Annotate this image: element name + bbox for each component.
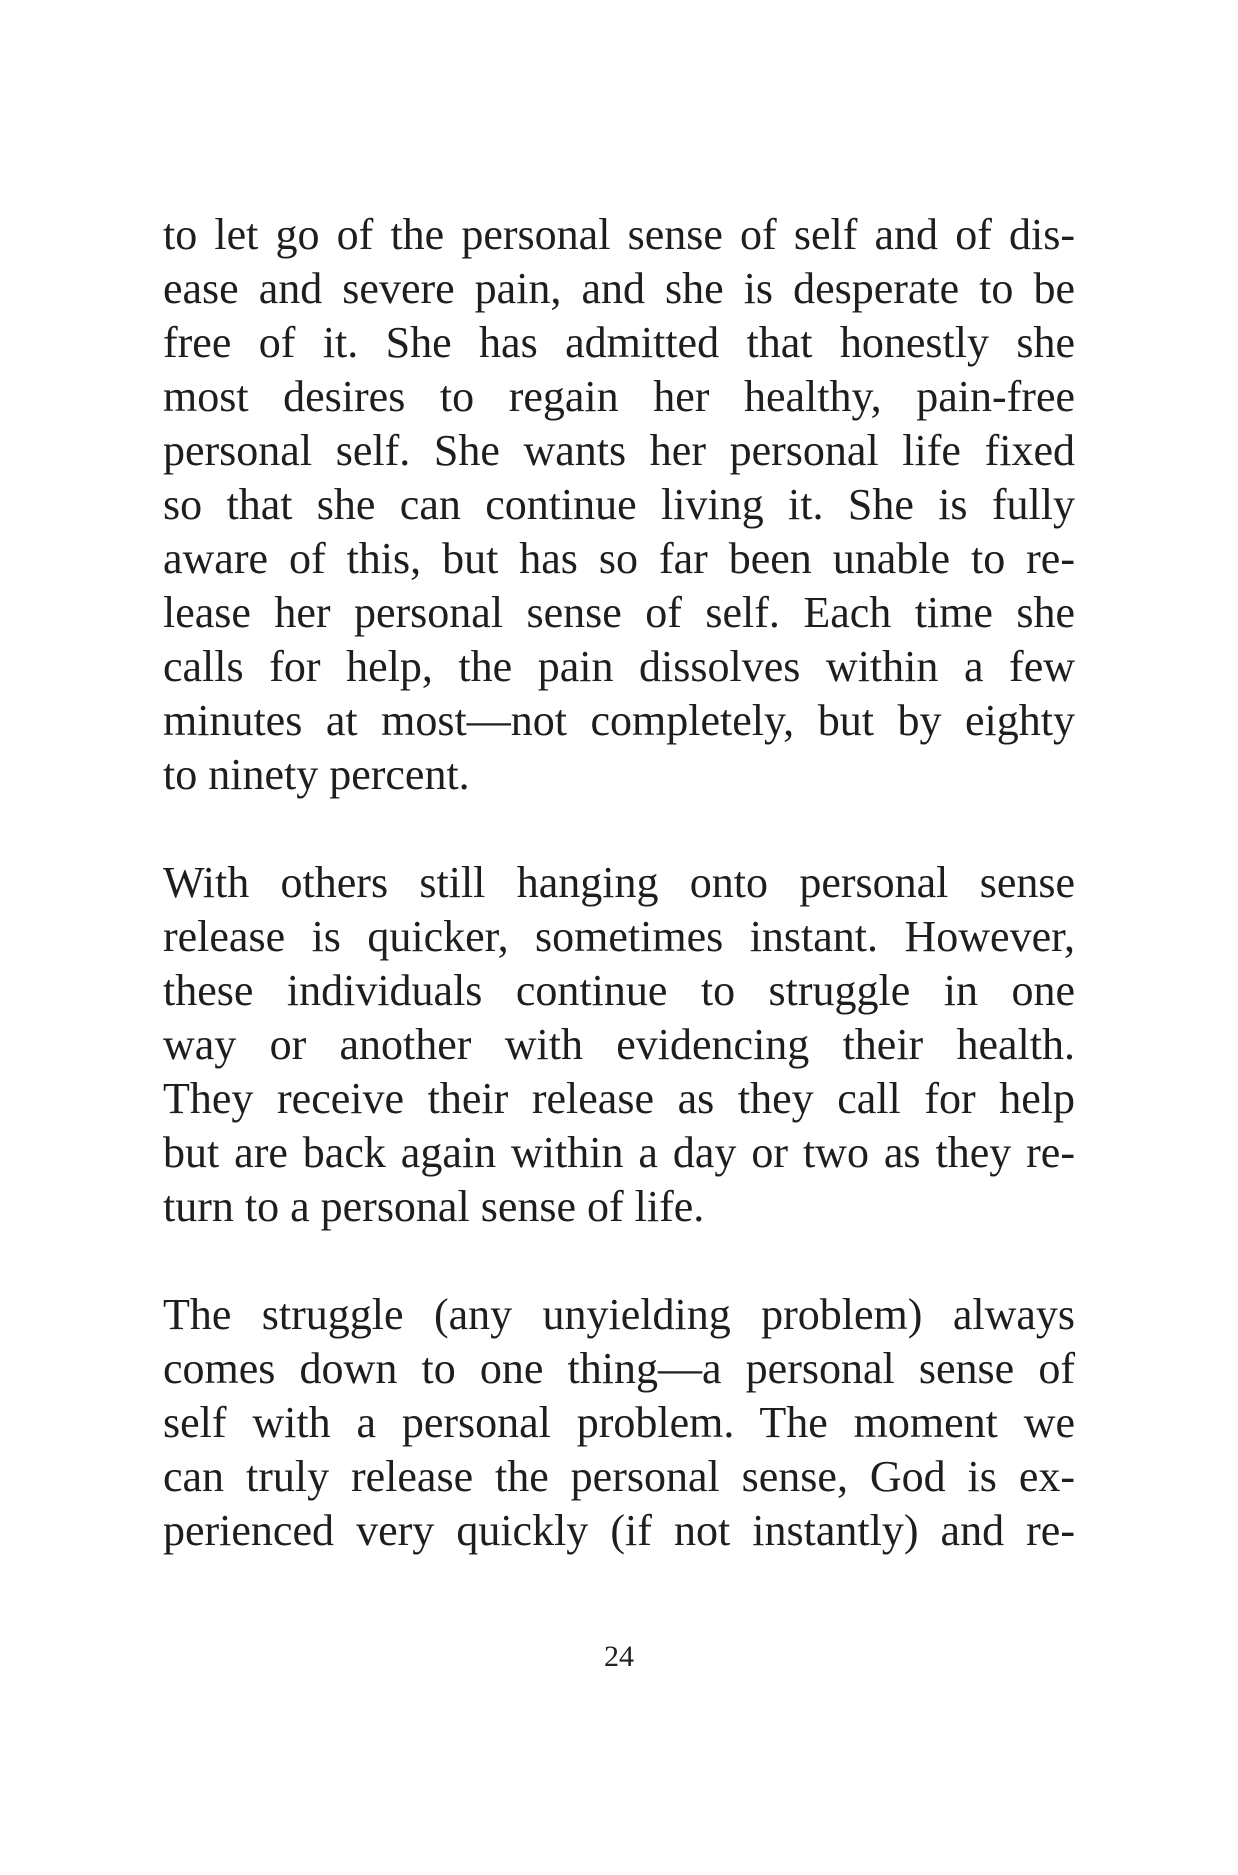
text-line: minutes at most—not completely, but by eighty — [163, 696, 1075, 745]
paragraph-1 — [163, 208, 1075, 802]
text-line: way or another with evidencing their health. — [163, 1020, 1075, 1069]
text-line: most desires to regain her healthy, pain-free — [163, 372, 1075, 421]
text-line: ease and severe pain, and she is desperate to be — [163, 264, 1075, 313]
body-text — [163, 208, 1075, 1612]
text-line: The struggle (any unyielding problem) always — [163, 1290, 1075, 1339]
text-line: but are back again within a day or two as they re- — [163, 1128, 1075, 1177]
text-line: personal self. She wants her personal life fixed — [163, 426, 1075, 475]
text-line: release is quicker, sometimes instant. However, — [163, 912, 1075, 961]
text-line: lease her personal sense of self. Each time she — [163, 588, 1075, 637]
text-line: With others still hanging onto personal sense — [163, 858, 1075, 907]
page-number: 24 — [604, 1640, 634, 1673]
paragraph-2 — [163, 856, 1075, 1234]
text-line: comes down to one thing—a personal sense of — [163, 1344, 1075, 1393]
text-line: free of it. She has admitted that honestly she — [163, 318, 1075, 367]
text-line: They receive their release as they call for help — [163, 1074, 1075, 1123]
text-line: calls for help, the pain dissolves within a few — [163, 642, 1075, 691]
text-line: these individuals continue to struggle in one — [163, 966, 1075, 1015]
text-line: perienced very quickly (if not instantly) and re- — [163, 1506, 1075, 1555]
text-line: turn to a personal sense of life. — [163, 1182, 705, 1231]
text-line: to let go of the personal sense of self and of dis- — [163, 210, 1075, 259]
paragraph-3 — [163, 1288, 1075, 1558]
text-line: self with a personal problem. The moment we — [163, 1398, 1075, 1447]
text-line: aware of this, but has so far been unable to re- — [163, 534, 1075, 583]
text-line: so that she can continue living it. She is fully — [163, 480, 1075, 529]
text-line: to ninety percent. — [163, 750, 470, 799]
text-line: can truly release the personal sense, God is ex- — [163, 1452, 1075, 1501]
